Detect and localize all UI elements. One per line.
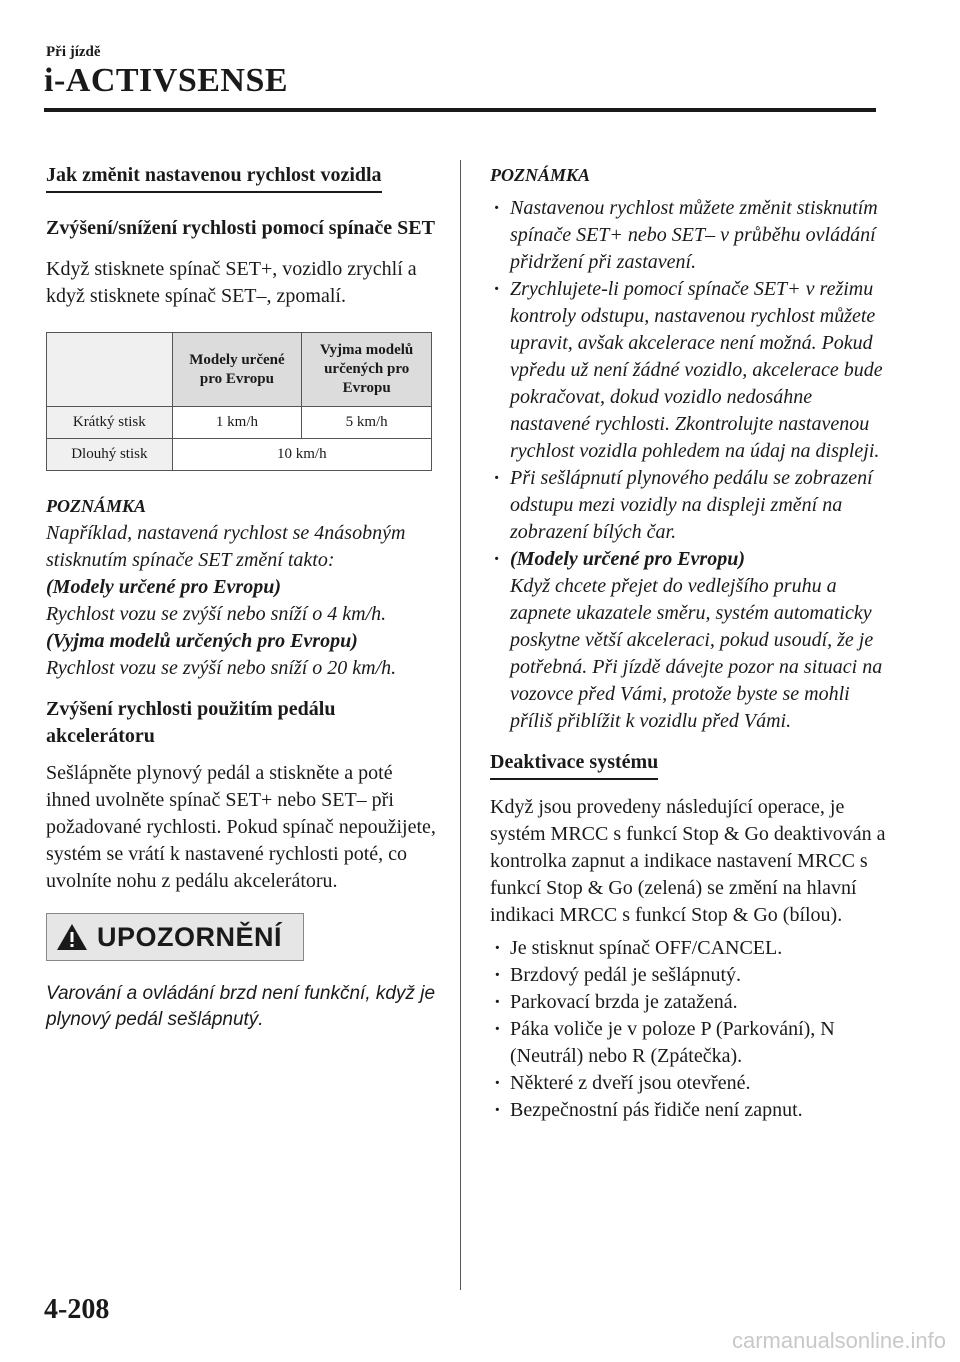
- accelerator-text: Sešlápněte plynový pedál a stiskněte a poté ihned uvolněte spínač SET+ nebo SET– při požadované rychlosti. Pokud spínač nepoužijete, systém se vrátí k nastavené rychlosti poté, co uvolníte nohu z pedálu akcelerátoru.: [46, 762, 436, 892]
- list-item: · Parkovací brzda je zatažená.: [490, 989, 890, 1016]
- main-heading: Jak změnit nastavenou rychlost vozidla: [46, 162, 382, 193]
- list-item: · Nastavenou rychlost můžete změnit stisknutím spínače SET+ nebo SET– v průběhu ovládání přidržení při zastavení.: [490, 195, 890, 276]
- table-header-non-eu: Vyjma modelů určených pro Evropu: [302, 333, 432, 407]
- list-item: · Páka voliče je v poloze P (Parkování), N (Neutrál) nebo R (Zpátečka).: [490, 1016, 890, 1070]
- note-title: POZNÁMKA: [490, 165, 591, 185]
- subheading-set-switch: Zvýšení/snížení rychlosti pomocí spínače SET: [46, 217, 435, 239]
- warning-triangle-icon: [55, 922, 89, 952]
- deactivation-heading: Deaktivace systému: [490, 749, 658, 780]
- table-row: [47, 439, 432, 471]
- table-cell: Dlouhý stisk: [47, 439, 173, 471]
- left-column: [46, 162, 436, 1033]
- table-cell: Krátký stisk: [47, 407, 173, 439]
- note-title: POZNÁMKA: [46, 496, 147, 516]
- list-item: · Brzdový pedál je sešlápnutý.: [490, 962, 890, 989]
- list-item: [490, 546, 890, 735]
- caution-label: UPOZORNĚNÍ: [97, 921, 283, 952]
- column-divider: [460, 160, 461, 1290]
- note-intro: Například, nastavená rychlost se 4násobným stisknutím spínače SET změní takto:: [46, 522, 406, 571]
- deactivation-list: [490, 935, 890, 1124]
- note-eu-text: Rychlost vozu se zvýší nebo sníží o 4 km/h.: [46, 603, 387, 625]
- chapter-title: i-ACTIVSENSE: [44, 62, 289, 99]
- note-list: [490, 195, 890, 735]
- list-item: · Některé z dveří jsou otevřené.: [490, 1070, 890, 1097]
- list-item: · Bezpečnostní pás řidiče není zapnut.: [490, 1097, 890, 1124]
- list-item-text: Když chcete přejet do vedlejšího pruhu a zapnete ukazatele směru, systém automaticky poskytne větší akceleraci, pokud usoudí, že je potřebná. Při jízdě dávejte pozor na situaci na vozovce před Vámi, protože byste se mohli příliš přiblížit k vozidlu před Vámi.: [510, 575, 883, 732]
- speed-table: [46, 332, 432, 471]
- list-item-label: (Modely určené pro Evropu): [510, 548, 745, 570]
- note-non-eu-label: (Vyjma modelů určených pro Evropu): [46, 630, 358, 652]
- page-number: 4-208: [44, 1294, 110, 1325]
- caution-box: [46, 913, 304, 961]
- list-item: · Zrychlujete-li pomocí spínače SET+ v režimu kontroly odstupu, nastavenou rychlost můžete upravit, avšak akcelerace není možná. Pokud vpředu už není žádné vozidlo, akcelerace bude pokračovat, dokud vozidlo nedosáhne nastavené rychlosti. Zkontrolujte nastavenou rychlost vozidla pohledem na údaj na displeji.: [490, 276, 890, 465]
- table-cell: 1 km/h: [172, 407, 302, 439]
- list-item: · Je stisknut spínač OFF/CANCEL.: [490, 935, 890, 962]
- table-header-empty: [47, 333, 173, 407]
- table-cell: 5 km/h: [302, 407, 432, 439]
- table-header-eu: Modely určené pro Evropu: [172, 333, 302, 407]
- caution-text: Varování a ovládání brzd není funkční, když je plynový pedál sešlápnutý.: [46, 983, 436, 1030]
- list-item: · Při sešlápnutí plynového pedálu se zobrazení odstupu mezi vozidly na displeji změní na zobrazení bílých čar.: [490, 465, 890, 546]
- footer-watermark: carmanualsonline.info: [731, 1328, 946, 1353]
- header-rule: [44, 108, 876, 112]
- subheading-accelerator: Zvýšení rychlosti použitím pedálu akcelerátoru: [46, 698, 336, 747]
- table-cell: 10 km/h: [172, 439, 431, 471]
- note-eu-label: (Modely určené pro Evropu): [46, 576, 281, 598]
- section-label: Při jízdě: [46, 44, 101, 60]
- right-column: [490, 162, 890, 1124]
- set-switch-text: Když stisknete spínač SET+, vozidlo zrychlí a když stisknete spínač SET–, zpomalí.: [46, 258, 417, 307]
- note-non-eu-text: Rychlost vozu se zvýší nebo sníží o 20 km/h.: [46, 657, 397, 679]
- table-row: [47, 407, 432, 439]
- deactivation-text: Když jsou provedeny následující operace, je systém MRCC s funkcí Stop & Go deaktivován a kontrolka zapnut a indikace nastavení MRCC s funkcí Stop & Go (zelená) se změní na hlavní indikaci MRCC s funkcí Stop & Go (bílou).: [490, 796, 886, 926]
